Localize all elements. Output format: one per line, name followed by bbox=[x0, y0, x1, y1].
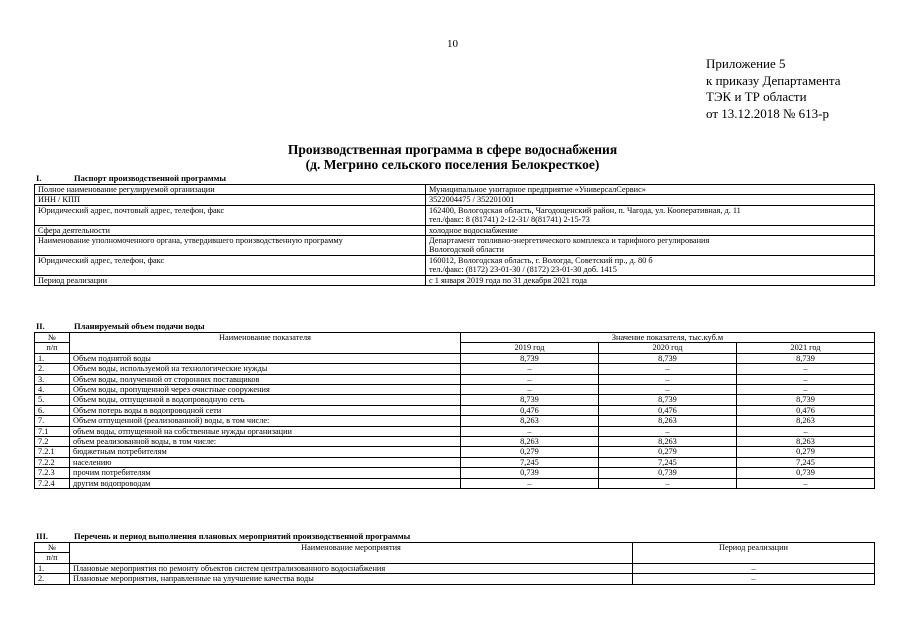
section-2-heading bbox=[34, 321, 205, 331]
row-value: 0,476 bbox=[599, 405, 737, 415]
row-value: – bbox=[599, 426, 737, 436]
row-number: 7.1 bbox=[35, 426, 70, 436]
row-name: Объем отпущенной (реализованной) воды, в том числе: bbox=[70, 416, 461, 426]
row-number: 2. bbox=[35, 364, 70, 374]
row-number: 7.2.4 bbox=[35, 478, 70, 488]
header-num-sub: п/п bbox=[35, 553, 70, 563]
title-line: Производственная программа в сфере водоснабжения bbox=[287, 142, 618, 157]
section-number: I. bbox=[36, 173, 42, 183]
row-value: – bbox=[599, 385, 737, 395]
table-row bbox=[35, 364, 875, 374]
header-value: Значение показателя, тыс.куб.м bbox=[461, 333, 875, 343]
row-name: Объем воды, полученной от сторонних поставщиков bbox=[70, 374, 461, 384]
row-value: 0,476 bbox=[461, 405, 599, 415]
row-label: Период реализации bbox=[35, 275, 426, 285]
row-period: – bbox=[633, 563, 875, 573]
row-label: Сфера деятельности bbox=[35, 225, 426, 235]
row-value: – bbox=[737, 385, 875, 395]
row-value bbox=[426, 205, 875, 225]
row-label: Наименование уполномоченного органа, утвердившего производственную программу bbox=[35, 236, 426, 256]
row-value: 0,476 bbox=[737, 405, 875, 415]
row-name: Объем потерь воды в водопроводной сети bbox=[70, 405, 461, 415]
row-name: бюджетным потребителям bbox=[70, 447, 461, 457]
row-name: населению bbox=[70, 457, 461, 467]
row-value: – bbox=[737, 426, 875, 436]
value-line: Вологодской области bbox=[429, 245, 504, 255]
section-number: III. bbox=[36, 531, 49, 541]
table-row bbox=[35, 236, 875, 256]
row-value: 7,245 bbox=[461, 457, 599, 467]
table-row bbox=[35, 426, 875, 436]
row-label: Полное наименование регулируемой организации bbox=[35, 185, 426, 195]
row-value bbox=[426, 195, 875, 205]
header-name: Наименование мероприятия bbox=[70, 543, 633, 564]
row-value: 8,263 bbox=[599, 437, 737, 447]
header-period: Период реализации bbox=[633, 543, 875, 564]
measures-table bbox=[34, 542, 875, 585]
row-value: 8,263 bbox=[461, 437, 599, 447]
table-row bbox=[35, 185, 875, 195]
row-value: 8,263 bbox=[599, 416, 737, 426]
appendix-line: ТЭК и ТР области bbox=[706, 89, 807, 104]
row-value: 0,739 bbox=[599, 468, 737, 478]
section-title: Перечень и период выполнения плановых мероприятий производственной программы bbox=[74, 531, 411, 541]
row-value: 8,739 bbox=[461, 353, 599, 363]
table-row bbox=[35, 275, 875, 285]
row-number: 7. bbox=[35, 416, 70, 426]
row-value: 8,263 bbox=[737, 416, 875, 426]
row-value: 8,739 bbox=[599, 395, 737, 405]
section-1-heading bbox=[34, 173, 226, 183]
header-name: Наименование показателя bbox=[70, 333, 461, 354]
row-value: 0,279 bbox=[599, 447, 737, 457]
row-value: – bbox=[737, 374, 875, 384]
header-num-sub: п/п bbox=[35, 343, 70, 353]
passport-table bbox=[34, 184, 875, 286]
value-line: Муниципальное унитарное предприятие «УниверсалСервис» bbox=[429, 185, 646, 194]
row-value: – bbox=[737, 364, 875, 374]
row-name: Объем воды, отпущенной в водопроводную сеть bbox=[70, 395, 461, 405]
value-line: с 1 января 2019 года по 31 декабря 2021 года bbox=[429, 275, 587, 285]
section-3-heading bbox=[34, 531, 410, 541]
row-label: Юридический адрес, почтовый адрес, телефон, факс bbox=[35, 205, 426, 225]
appendix-line: к приказу Департамента bbox=[706, 72, 841, 88]
header-year: 2020 год bbox=[599, 343, 737, 353]
row-value: – bbox=[461, 374, 599, 384]
row-number: 7.2 bbox=[35, 437, 70, 447]
row-value: – bbox=[599, 374, 737, 384]
value-line: 160012, Вологодская область, г. Вологда, Советский пр., д. 80 б bbox=[429, 255, 653, 265]
table-row bbox=[35, 385, 875, 395]
section-number: II. bbox=[36, 321, 45, 331]
water-volume-table bbox=[34, 332, 875, 489]
row-value: 8,263 bbox=[461, 416, 599, 426]
table-row bbox=[35, 195, 875, 205]
row-value: 0,279 bbox=[461, 447, 599, 457]
row-value: – bbox=[461, 478, 599, 488]
row-value: 0,739 bbox=[461, 468, 599, 478]
row-number: 7.2.2 bbox=[35, 457, 70, 467]
table-row bbox=[35, 437, 875, 447]
table-row bbox=[35, 395, 875, 405]
row-period: – bbox=[633, 574, 875, 584]
row-value: – bbox=[461, 426, 599, 436]
row-name: Объем воды, используемой на технологические нужды bbox=[70, 364, 461, 374]
value-line: тел./факс: (8172) 23-01-30 / (8172) 23-01-30 доб. 1415 bbox=[429, 265, 617, 275]
row-value bbox=[426, 185, 875, 195]
section-title: Планируемый объем подачи воды bbox=[74, 321, 205, 331]
row-value: 8,739 bbox=[599, 353, 737, 363]
row-number: 6. bbox=[35, 405, 70, 415]
row-label: ИНН / КПП bbox=[35, 195, 426, 205]
row-value: – bbox=[461, 364, 599, 374]
row-value: 7,245 bbox=[737, 457, 875, 467]
row-number: 7.2.1 bbox=[35, 447, 70, 457]
table-row bbox=[35, 468, 875, 478]
header-num: № bbox=[35, 543, 70, 553]
row-name: Плановые мероприятия по ремонту объектов систем централизованного водоснабжения bbox=[70, 563, 633, 573]
row-value: 7,245 bbox=[599, 457, 737, 467]
table-row bbox=[35, 405, 875, 415]
row-value bbox=[426, 236, 875, 256]
table-row bbox=[35, 416, 875, 426]
row-name: прочим потребителям bbox=[70, 468, 461, 478]
value-line: 3522004475 / 352201001 bbox=[429, 195, 515, 205]
row-value: 8,263 bbox=[737, 437, 875, 447]
row-number: 4. bbox=[35, 385, 70, 395]
page-number: 10 bbox=[447, 38, 458, 50]
row-value: – bbox=[737, 478, 875, 488]
appendix-line: Приложение 5 bbox=[706, 56, 786, 71]
value-line: холодное водоснабжение bbox=[429, 225, 518, 235]
section-title: Паспорт производственной программы bbox=[74, 173, 227, 183]
row-name: объем реализованной воды, в том числе: bbox=[70, 437, 461, 447]
table-row bbox=[35, 478, 875, 488]
row-number: 1. bbox=[35, 563, 70, 573]
row-value: – bbox=[461, 385, 599, 395]
row-name: Плановые мероприятия, направленные на улучшение качества воды bbox=[70, 574, 633, 584]
value-line: Департамент топливно-энергетического комплекса и тарифного регулирования bbox=[429, 236, 710, 246]
value-line: 162400, Вологодская область, Чагодощенский район, п. Чагода, ул. Кооперативная, д. 11 bbox=[429, 205, 741, 215]
document-title bbox=[0, 142, 905, 172]
row-value: 0,739 bbox=[737, 468, 875, 478]
row-number: 7.2.3 bbox=[35, 468, 70, 478]
header-year: 2021 год bbox=[737, 343, 875, 353]
table-row bbox=[35, 255, 875, 275]
row-value: – bbox=[599, 478, 737, 488]
table-row bbox=[35, 205, 875, 225]
row-value: 8,739 bbox=[737, 395, 875, 405]
row-value bbox=[426, 275, 875, 285]
table-row bbox=[35, 563, 875, 573]
table-row bbox=[35, 574, 875, 584]
row-value: 8,739 bbox=[461, 395, 599, 405]
title-line: (д. Мегрино сельского поселения Белокресткое) bbox=[305, 157, 600, 172]
header-num: № bbox=[35, 333, 70, 343]
table-row bbox=[35, 374, 875, 384]
row-name: Объем воды, пропущенной через очистные сооружения bbox=[70, 385, 461, 395]
row-number: 1. bbox=[35, 353, 70, 363]
row-value: 0,279 bbox=[737, 447, 875, 457]
table-row bbox=[35, 457, 875, 467]
row-name: другим водопроводам bbox=[70, 478, 461, 488]
table-row bbox=[35, 225, 875, 235]
row-value: 8,739 bbox=[737, 353, 875, 363]
row-number: 3. bbox=[35, 374, 70, 384]
appendix-line: от 13.12.2018 № 613-р bbox=[706, 105, 829, 121]
row-value: – bbox=[599, 364, 737, 374]
row-value bbox=[426, 255, 875, 275]
header-year: 2019 год bbox=[461, 343, 599, 353]
row-number: 2. bbox=[35, 574, 70, 584]
table-row bbox=[35, 447, 875, 457]
value-line: тел./факс: 8 (81741) 2-12-31/ 8(81741) 2-15-73 bbox=[429, 215, 590, 225]
row-name: Объем поднятой воды bbox=[70, 353, 461, 363]
row-value bbox=[426, 225, 875, 235]
appendix-note bbox=[706, 56, 841, 122]
row-number: 5. bbox=[35, 395, 70, 405]
table-row bbox=[35, 353, 875, 363]
row-name: объем воды, отпущенной на собственные нужды организации bbox=[70, 426, 461, 436]
row-label: Юридический адрес, телефон, факс bbox=[35, 255, 426, 275]
